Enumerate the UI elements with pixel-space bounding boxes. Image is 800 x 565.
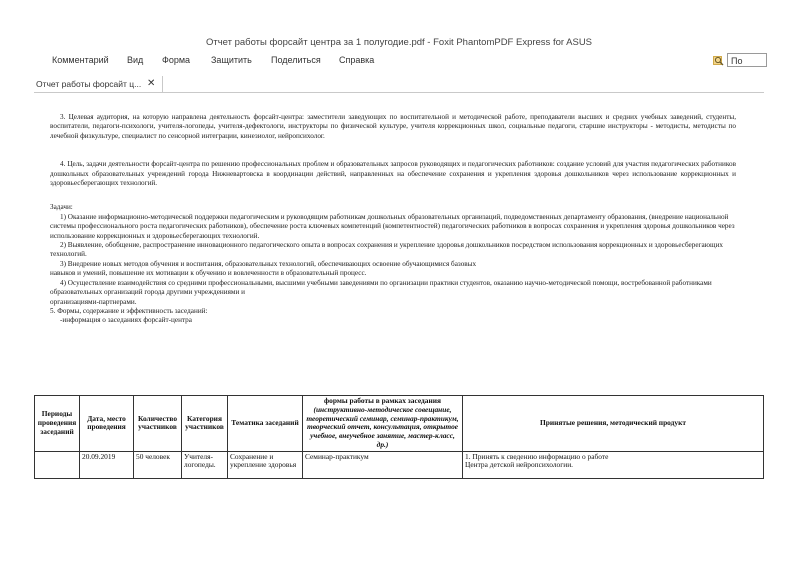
task-3: 3) Внедрение новых методов обучения и воспитания, образовательных технологий, обеспечивающих освоение обучающимися базовых (60, 259, 477, 268)
header-forms (303, 396, 463, 452)
menu-item-comment[interactable]: Комментарий (52, 55, 109, 65)
search-icon[interactable] (713, 55, 724, 66)
cell-date: 20.09.2019 (80, 451, 134, 478)
tab-document[interactable] (34, 76, 163, 92)
search-input[interactable]: По (727, 53, 767, 67)
paragraph-target-audience: 3. Целевая аудитория, на которую направлена деятельность форсайт-центра: заместители заведующих по воспитательной и методической работе, преподаватели высших и средних учебных заведений, студенты, воспитатели, педагоги-психологи, учителя-логопеды, учителя-дефектологи, инструкторы по физической культуре, учителя коррекционных школ, социальные педагоги, старшие инструкторы - методисты, методисты по лечебной физкультуре, специалист по сенсорной интеграции, кинезиолог, нейропсихолог. (50, 113, 736, 140)
header-topic: Тематика заседаний (228, 396, 303, 452)
header-periods: Периоды проведения заседаний (35, 396, 80, 452)
menu-item-view[interactable]: Вид (127, 55, 144, 65)
tab-bar (34, 76, 764, 93)
cell-category: Учителя-логопеды. (182, 451, 228, 478)
cell-count: 50 человек (134, 451, 182, 478)
cell-topic: Сохранение и укрепление здоровья (228, 451, 303, 478)
decision-line-2: Центра детской нейропсихологии. (465, 460, 574, 470)
header-forms-title: формы работы в рамках заседания (324, 396, 441, 405)
cell-form: Семинар-практикум (303, 451, 463, 478)
window-title: Отчет работы форсайт центра за 1 полугодие.pdf - Foxit PhantomPDF Express for ASUS (205, 37, 593, 48)
table-row (35, 451, 764, 478)
menu-item-form[interactable]: Форма (162, 55, 191, 65)
header-category: Категория участников (182, 396, 228, 452)
header-date-place: Дата, место проведения (80, 396, 134, 452)
paragraph-forms-sub: -информация о заседаниях форсайт-центра (60, 316, 192, 325)
document-body (50, 113, 736, 326)
cell-decision (463, 451, 764, 478)
task-3-continued: навыков и умений, повышение их мотивации к обучению и вовлеченности в образовательный процесс. (50, 269, 367, 278)
header-decisions: Принятые решения, методический продукт (463, 396, 764, 452)
header-forms-sub: (инструктивно-методическое совещание, теоретический семинар, семинар-практикум, творческий отчет, консультация, открытое учебное, внеучебное занятие, мастер-класс, др.) (306, 404, 459, 449)
table-header-row (35, 396, 764, 452)
menu-item-help[interactable]: Справка (339, 55, 375, 65)
header-count: Количество участников (134, 396, 182, 452)
task-4: 4) Осуществление взаимодействия со средними профессиональными, высшими учебными заведениями по организации практики студентов, оказанию научно-методической помощи, востребованной работниками образовательных организаций города другими учреждениями и (50, 278, 712, 297)
menu-item-share[interactable]: Поделиться (271, 55, 321, 65)
close-icon[interactable]: ✕ (147, 78, 156, 89)
cell-period (35, 451, 80, 478)
decision-line-1: 1. Принять к сведению информацию о работе (465, 451, 609, 461)
tab-label: Отчет работы форсайт ц... (36, 79, 142, 89)
task-4-continued: организациями-партнерами. (50, 297, 137, 306)
task-2: 2) Выявление, обобщение, распространение инновационного педагогического опыта в вопросах сохранения и укрепление здоровья дошкольников посредством использования коррекционных и здоровьесберегающих технологий. (50, 241, 724, 259)
menu-item-protect[interactable]: Защитить (211, 55, 252, 65)
tasks-heading: Задачи: (50, 203, 73, 212)
paragraph-forms: 5. Формы, содержание и эффективность заседаний: (50, 306, 208, 315)
meetings-table (34, 395, 764, 479)
menu-bar (34, 52, 764, 70)
task-1: 1) Оказание информационно-методической поддержки педагогическим и руководящим работникам дошкольных образовательных организаций, подведомственных департаменту образования, (внедрение национальной системы профессионального роста педагогических работников), обеспечение роста ключевых компетенций (компетентностей) педагогических работников в вопросах сохранения и укрепления здоровья дошкольников через использование коррекционных и здоровьесберегающих технологий. (50, 212, 735, 240)
search-area (713, 52, 764, 70)
paragraph-goal: 4. Цель, задачи деятельности форсайт-центра по решению профессиональных проблем и образовательных запросов руководящих и педагогических работников: создание условий для участия педагогических работников дошкольных образовательных учреждений города Нижневартовска в координации действий, направленных на обеспечение сохранения и укрепления здоровья дошкольников через использование коррекционных и здоровьесберегающих технологий. (50, 160, 736, 188)
